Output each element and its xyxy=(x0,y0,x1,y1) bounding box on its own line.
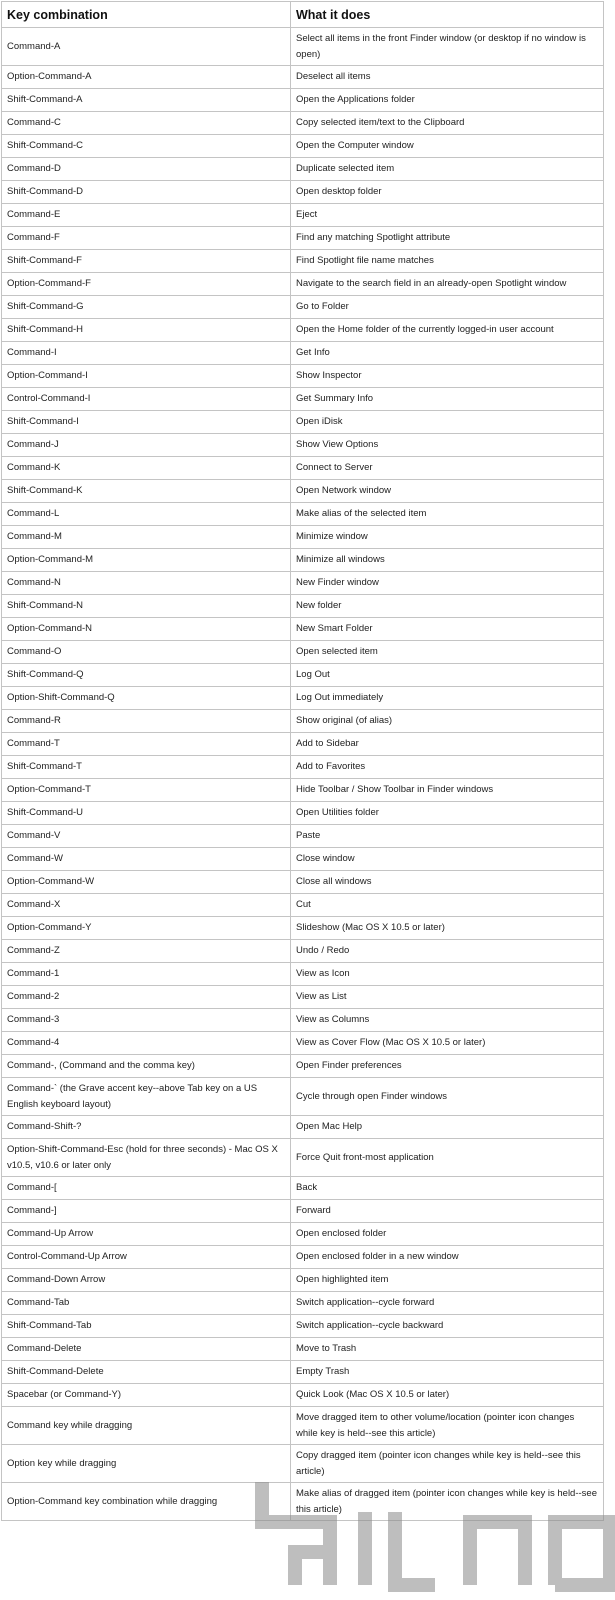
table-row xyxy=(2,687,604,710)
description-cell: Navigate to the search field in an already-open Spotlight window xyxy=(291,273,604,296)
description-cell: Get Info xyxy=(291,342,604,365)
table-row xyxy=(2,1139,604,1177)
key-combination-cell: Command-I xyxy=(2,342,291,365)
description-cell: Forward xyxy=(291,1200,604,1223)
table-row xyxy=(2,917,604,940)
key-combination-cell: Shift-Command-T xyxy=(2,756,291,779)
key-combination-cell: Option-Command-F xyxy=(2,273,291,296)
description-cell: Force Quit front-most application xyxy=(291,1139,604,1177)
shortcuts-table xyxy=(1,1,604,1521)
key-combination-cell: Shift-Command-C xyxy=(2,135,291,158)
description-cell: Open iDisk xyxy=(291,411,604,434)
key-combination-cell: Command-Down Arrow xyxy=(2,1269,291,1292)
table-row xyxy=(2,618,604,641)
description-cell: Open enclosed folder in a new window xyxy=(291,1246,604,1269)
table-row xyxy=(2,1361,604,1384)
table-row xyxy=(2,411,604,434)
description-cell: View as Columns xyxy=(291,1009,604,1032)
table-row xyxy=(2,825,604,848)
key-combination-cell: Command-3 xyxy=(2,1009,291,1032)
description-cell: Connect to Server xyxy=(291,457,604,480)
key-combination-cell: Option-Command key combination while dragging xyxy=(2,1483,291,1521)
key-combination-cell: Spacebar (or Command-Y) xyxy=(2,1384,291,1407)
key-combination-cell: Command-D xyxy=(2,158,291,181)
description-cell: Open Network window xyxy=(291,480,604,503)
table-row xyxy=(2,1032,604,1055)
key-combination-cell: Control-Command-Up Arrow xyxy=(2,1246,291,1269)
key-combination-cell: Shift-Command-F xyxy=(2,250,291,273)
table-row xyxy=(2,365,604,388)
table-row xyxy=(2,664,604,687)
table-row xyxy=(2,572,604,595)
table-row xyxy=(2,1200,604,1223)
table-row xyxy=(2,940,604,963)
description-cell: Move to Trash xyxy=(291,1338,604,1361)
description-cell: Minimize window xyxy=(291,526,604,549)
key-combination-cell: Command-F xyxy=(2,227,291,250)
key-combination-cell: Control-Command-I xyxy=(2,388,291,411)
description-cell: Duplicate selected item xyxy=(291,158,604,181)
table-row xyxy=(2,1177,604,1200)
table-row xyxy=(2,112,604,135)
description-cell: View as Cover Flow (Mac OS X 10.5 or later) xyxy=(291,1032,604,1055)
key-combination-cell: Shift-Command-G xyxy=(2,296,291,319)
table-row xyxy=(2,227,604,250)
table-row xyxy=(2,1269,604,1292)
key-combination-cell: Command-Z xyxy=(2,940,291,963)
key-combination-cell: Command-O xyxy=(2,641,291,664)
key-combination-cell: Shift-Command-Q xyxy=(2,664,291,687)
key-combination-cell: Command-K xyxy=(2,457,291,480)
description-cell: Open the Computer window xyxy=(291,135,604,158)
key-combination-cell: Command-Shift-? xyxy=(2,1116,291,1139)
description-cell: Add to Favorites xyxy=(291,756,604,779)
table-row xyxy=(2,710,604,733)
table-row xyxy=(2,158,604,181)
key-combination-cell: Option-Command-W xyxy=(2,871,291,894)
description-cell: Slideshow (Mac OS X 10.5 or later) xyxy=(291,917,604,940)
description-cell: Go to Folder xyxy=(291,296,604,319)
table-row xyxy=(2,250,604,273)
table-row xyxy=(2,1483,604,1521)
description-cell: Open Utilities folder xyxy=(291,802,604,825)
key-combination-cell: Shift-Command-H xyxy=(2,319,291,342)
key-combination-cell: Command-W xyxy=(2,848,291,871)
key-combination-cell: Shift-Command-A xyxy=(2,89,291,112)
header-what-it-does: What it does xyxy=(291,2,604,28)
key-combination-cell: Command-A xyxy=(2,28,291,66)
key-combination-cell: Shift-Command-K xyxy=(2,480,291,503)
key-combination-cell: Shift-Command-Tab xyxy=(2,1315,291,1338)
key-combination-cell: Shift-Command-I xyxy=(2,411,291,434)
description-cell: Open Finder preferences xyxy=(291,1055,604,1078)
table-row xyxy=(2,1078,604,1116)
key-combination-cell: Command-T xyxy=(2,733,291,756)
description-cell: Open enclosed folder xyxy=(291,1223,604,1246)
key-combination-cell: Command-, (Command and the comma key) xyxy=(2,1055,291,1078)
table-row xyxy=(2,986,604,1009)
key-combination-cell: Option-Command-N xyxy=(2,618,291,641)
description-cell: View as List xyxy=(291,986,604,1009)
description-cell: Get Summary Info xyxy=(291,388,604,411)
description-cell: Add to Sidebar xyxy=(291,733,604,756)
description-cell: Cycle through open Finder windows xyxy=(291,1078,604,1116)
key-combination-cell: Option-Shift-Command-Esc (hold for three seconds) - Mac OS X v10.5, v10.6 or later only xyxy=(2,1139,291,1177)
table-row xyxy=(2,480,604,503)
description-cell: Undo / Redo xyxy=(291,940,604,963)
key-combination-cell: Command-L xyxy=(2,503,291,526)
key-combination-cell: Command-Delete xyxy=(2,1338,291,1361)
key-combination-cell: Command-` (the Grave accent key--above Tab key on a US English keyboard layout) xyxy=(2,1078,291,1116)
key-combination-cell: Shift-Command-U xyxy=(2,802,291,825)
table-row xyxy=(2,1338,604,1361)
description-cell: New Smart Folder xyxy=(291,618,604,641)
key-combination-cell: Option-Shift-Command-Q xyxy=(2,687,291,710)
description-cell: Find any matching Spotlight attribute xyxy=(291,227,604,250)
table-row xyxy=(2,848,604,871)
description-cell: Show Inspector xyxy=(291,365,604,388)
key-combination-cell: Command-[ xyxy=(2,1177,291,1200)
table-row xyxy=(2,204,604,227)
table-row xyxy=(2,595,604,618)
table-header-row xyxy=(2,2,604,28)
table-row xyxy=(2,388,604,411)
description-cell: Log Out immediately xyxy=(291,687,604,710)
table-row xyxy=(2,1246,604,1269)
table-row xyxy=(2,1009,604,1032)
table-row xyxy=(2,503,604,526)
table-row xyxy=(2,135,604,158)
header-key-combination: Key combination xyxy=(2,2,291,28)
table-row xyxy=(2,871,604,894)
description-cell: Find Spotlight file name matches xyxy=(291,250,604,273)
description-cell: Open Mac Help xyxy=(291,1116,604,1139)
description-cell: Paste xyxy=(291,825,604,848)
key-combination-cell: Command-Up Arrow xyxy=(2,1223,291,1246)
description-cell: Copy dragged item (pointer icon changes while key is held--see this article) xyxy=(291,1445,604,1483)
key-combination-cell: Shift-Command-D xyxy=(2,181,291,204)
description-cell: Show View Options xyxy=(291,434,604,457)
key-combination-cell: Command-2 xyxy=(2,986,291,1009)
key-combination-cell: Option-Command-Y xyxy=(2,917,291,940)
table-row xyxy=(2,296,604,319)
table-row xyxy=(2,181,604,204)
description-cell: Log Out xyxy=(291,664,604,687)
description-cell: Eject xyxy=(291,204,604,227)
key-combination-cell: Command-R xyxy=(2,710,291,733)
table-row xyxy=(2,756,604,779)
table-body xyxy=(2,28,604,1521)
description-cell: Open desktop folder xyxy=(291,181,604,204)
key-combination-cell: Command key while dragging xyxy=(2,1407,291,1445)
description-cell: Show original (of alias) xyxy=(291,710,604,733)
key-combination-cell: Command-N xyxy=(2,572,291,595)
table-row xyxy=(2,319,604,342)
key-combination-cell: Option-Command-M xyxy=(2,549,291,572)
table-row xyxy=(2,526,604,549)
description-cell: Back xyxy=(291,1177,604,1200)
description-cell: Make alias of the selected item xyxy=(291,503,604,526)
table-row xyxy=(2,549,604,572)
table-row xyxy=(2,733,604,756)
table-row xyxy=(2,894,604,917)
table-row xyxy=(2,66,604,89)
table-row xyxy=(2,457,604,480)
table-row xyxy=(2,89,604,112)
description-cell: Close window xyxy=(291,848,604,871)
description-cell: Switch application--cycle backward xyxy=(291,1315,604,1338)
table-row xyxy=(2,1055,604,1078)
key-combination-cell: Command-] xyxy=(2,1200,291,1223)
table-row xyxy=(2,28,604,66)
key-combination-cell: Option-Command-T xyxy=(2,779,291,802)
description-cell: Cut xyxy=(291,894,604,917)
description-cell: Close all windows xyxy=(291,871,604,894)
description-cell: View as Icon xyxy=(291,963,604,986)
key-combination-cell: Command-J xyxy=(2,434,291,457)
key-combination-cell: Shift-Command-Delete xyxy=(2,1361,291,1384)
description-cell: Switch application--cycle forward xyxy=(291,1292,604,1315)
key-combination-cell: Command-E xyxy=(2,204,291,227)
table-row xyxy=(2,1116,604,1139)
key-combination-cell: Command-M xyxy=(2,526,291,549)
description-cell: New folder xyxy=(291,595,604,618)
description-cell: Open selected item xyxy=(291,641,604,664)
key-combination-cell: Option-Command-I xyxy=(2,365,291,388)
description-cell: Make alias of dragged item (pointer icon changes while key is held--see this article) xyxy=(291,1483,604,1521)
table-row xyxy=(2,273,604,296)
description-cell: Quick Look (Mac OS X 10.5 or later) xyxy=(291,1384,604,1407)
description-cell: Open the Home folder of the currently logged-in user account xyxy=(291,319,604,342)
key-combination-cell: Command-1 xyxy=(2,963,291,986)
key-combination-cell: Command-C xyxy=(2,112,291,135)
key-combination-cell: Command-Tab xyxy=(2,1292,291,1315)
table-row xyxy=(2,1445,604,1483)
key-combination-cell: Command-4 xyxy=(2,1032,291,1055)
description-cell: Open the Applications folder xyxy=(291,89,604,112)
table-row xyxy=(2,1407,604,1445)
key-combination-cell: Shift-Command-N xyxy=(2,595,291,618)
description-cell: Open highlighted item xyxy=(291,1269,604,1292)
table-row xyxy=(2,1315,604,1338)
table-row xyxy=(2,1292,604,1315)
key-combination-cell: Option key while dragging xyxy=(2,1445,291,1483)
table-row xyxy=(2,802,604,825)
key-combination-cell: Command-V xyxy=(2,825,291,848)
table-row xyxy=(2,779,604,802)
description-cell: New Finder window xyxy=(291,572,604,595)
table-row xyxy=(2,342,604,365)
description-cell: Copy selected item/text to the Clipboard xyxy=(291,112,604,135)
description-cell: Select all items in the front Finder window (or desktop if no window is open) xyxy=(291,28,604,66)
description-cell: Deselect all items xyxy=(291,66,604,89)
description-cell: Hide Toolbar / Show Toolbar in Finder windows xyxy=(291,779,604,802)
key-combination-cell: Command-X xyxy=(2,894,291,917)
table-row xyxy=(2,434,604,457)
description-cell: Move dragged item to other volume/location (pointer icon changes while key is held--see this article) xyxy=(291,1407,604,1445)
table-row xyxy=(2,1223,604,1246)
table-row xyxy=(2,1384,604,1407)
description-cell: Minimize all windows xyxy=(291,549,604,572)
description-cell: Empty Trash xyxy=(291,1361,604,1384)
table-row xyxy=(2,963,604,986)
table-row xyxy=(2,641,604,664)
key-combination-cell: Option-Command-A xyxy=(2,66,291,89)
